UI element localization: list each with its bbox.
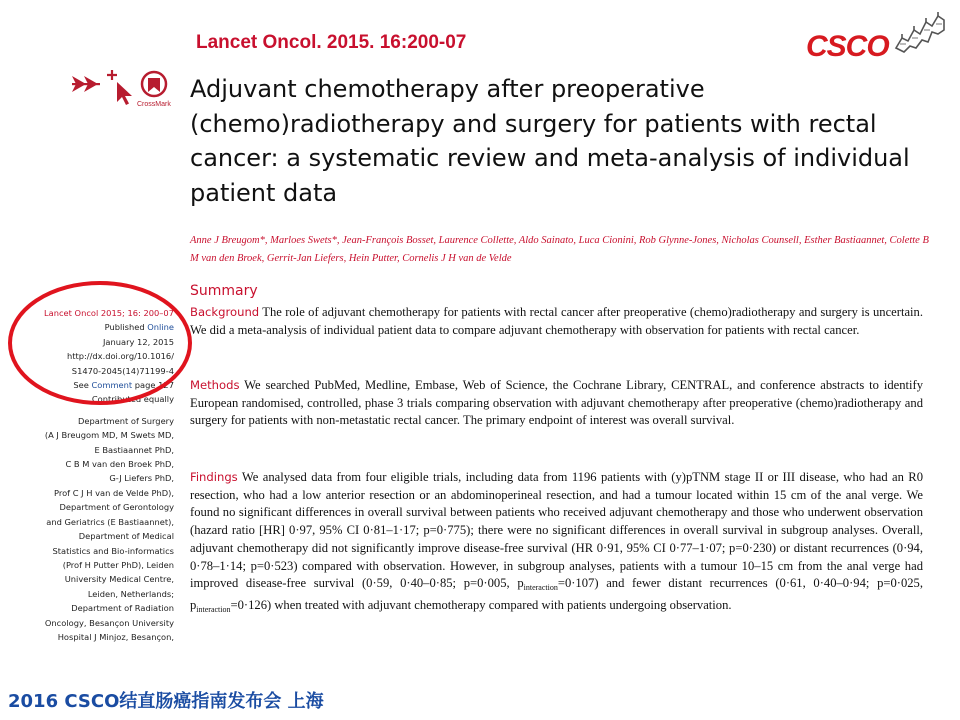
published-prefix: Published	[104, 322, 148, 333]
affiliation-line: Statistics and Bio-informatics	[52, 545, 174, 556]
article-sidebar	[0, 306, 174, 644]
findings-text: =0·126) when treated with adjuvant chemotherapy compared with patients undergoing observation.	[230, 597, 732, 612]
affiliation-line: C B M van den Broek PhD,	[65, 459, 174, 470]
crossmark-label: CrossMark	[137, 101, 171, 108]
doi-link[interactable]: http://dx.doi.org/10.1016/	[66, 351, 174, 362]
see-comment-line	[0, 378, 174, 392]
background-label: Background	[190, 305, 260, 319]
see-prefix: See	[73, 380, 92, 391]
affiliation-line: Department of Radiation	[71, 603, 174, 614]
findings-section	[190, 469, 923, 619]
findings-text: =0·107) and fewer distant recurrences (0·61, 0·40–0·94; p=0·025, p	[190, 576, 923, 612]
summary-heading: Summary	[190, 283, 258, 299]
affiliation-line: Leiden, Netherlands;	[87, 588, 174, 599]
lancet-logo-icon	[72, 76, 100, 92]
interaction-subscript: interaction	[523, 583, 558, 593]
article-title: Adjuvant chemotherapy after preoperative (chemo)radiotherapy and surgery for patients with rectal cancer: a systematic review and meta-analysis of individual patient data	[190, 75, 910, 207]
crossmark-icon[interactable]	[142, 72, 166, 96]
header-citation: Lancet Oncol. 2015. 16:200-07	[196, 32, 467, 53]
affiliations	[0, 414, 174, 645]
published-online-line	[0, 320, 174, 334]
comment-page: page 127	[132, 380, 174, 391]
affiliation-line: and Geriatrics (E Bastiaannet),	[46, 516, 174, 527]
methods-text: We searched PubMed, Medline, Embase, Web of Science, the Cochrane Library, CENTRAL, and conference abstracts to identify European randomised, controlled, phase 3 trials comparing observation with adjuvant chemotherapy after preoperative (chemo)radiotherapy and surgery for patients with non-metastatic rectal cancer. The primary endpoint of interest was overall survival.	[190, 378, 923, 428]
findings-label: Findings	[190, 470, 238, 484]
csco-logo	[806, 6, 948, 62]
sidebar-citation: Lancet Oncol 2015; 16: 200–07	[44, 308, 174, 318]
affiliation-line: (Prof H Putter PhD), Leiden	[62, 559, 174, 570]
affiliation-line: G-J Liefers PhD,	[109, 473, 174, 484]
comment-link[interactable]: Comment	[91, 380, 133, 391]
author-list: Anne J Breugom*, Marloes Swets*, Jean-François Bosset, Laurence Collette, Aldo Sainato, Luca Cionini, Rob Glynne-Jones, Nicholas Counsell, Esther Bastiaannet, Colette B M van den Broek, Gerrit-Jan Liefers, Hein Putter, Cornelis J H van de Velde	[190, 235, 929, 264]
methods-label: Methods	[190, 378, 240, 392]
affiliation-line: Oncology, Besançon University	[44, 617, 174, 628]
findings-text: We analysed data from four eligible trials, including data from 1196 patients with (y)pTNM stage II or III disease, who had an R0 resection, who had a low anterior resection or an abdominoperineal resection, and had a tumour located within 15 cm of the anal verge. We found no significant differences in overall survival between patients who received adjuvant chemotherapy and those who underwent observation (hazard ratio [HR] 0·97, 95% CI 0·81–1·17; p=0·775); there were no significant differences in overall survival in subgroup analyses. Overall, adjuvant chemotherapy did not significantly improve disease-free survival (HR 0·91, 95% CI 0·77–1·07; p=0·230) or distant recurrences (0·94, 0·78–1·14; p=0·523) compared with observation. However, in subgroup analyses, patients with a tumour 10–15 cm from the anal verge had improved disease-free survival (0·59, 0·40–0·85; p=0·005, p	[190, 470, 924, 591]
cursor-arrow-icon	[107, 70, 132, 105]
affiliation-line: E Bastiaannet PhD,	[94, 444, 174, 455]
published-online-link[interactable]: Online	[147, 322, 174, 333]
affiliation-line: Department of Surgery	[78, 415, 174, 426]
background-section	[190, 304, 923, 339]
publisher-icons	[66, 70, 176, 116]
interaction-subscript: interaction	[196, 604, 231, 614]
great-wall-emblem-icon	[892, 8, 946, 58]
footer-event-title: 2016 CSCO结直肠癌指南发布会 上海	[8, 691, 324, 712]
affiliation-line: University Medical Centre,	[64, 574, 174, 585]
affiliation-line: (A J Breugom MD, M Swets MD,	[44, 430, 174, 441]
contributed-equally-note: Contributed equally	[91, 394, 174, 405]
affiliation-line: Hospital J Minjoz, Besançon,	[57, 631, 174, 642]
affiliation-line: Department of Gerontology	[59, 502, 174, 513]
affiliation-line: Department of Medical	[78, 531, 174, 542]
affiliation-line: Prof C J H van de Velde PhD),	[54, 487, 174, 498]
published-date: January 12, 2015	[102, 336, 174, 347]
csco-logo-text: CSCO	[806, 30, 889, 63]
methods-section	[190, 377, 923, 430]
background-text: The role of adjuvant chemotherapy for patients with rectal cancer after preoperative (chemo)radiotherapy and surgery is uncertain. We did a meta-analysis of individual patient data to compare adjuvant chemotherapy with observation for patients with rectal cancer.	[190, 305, 923, 337]
doi-link[interactable]: S1470-2045(14)71199-4	[71, 365, 174, 376]
